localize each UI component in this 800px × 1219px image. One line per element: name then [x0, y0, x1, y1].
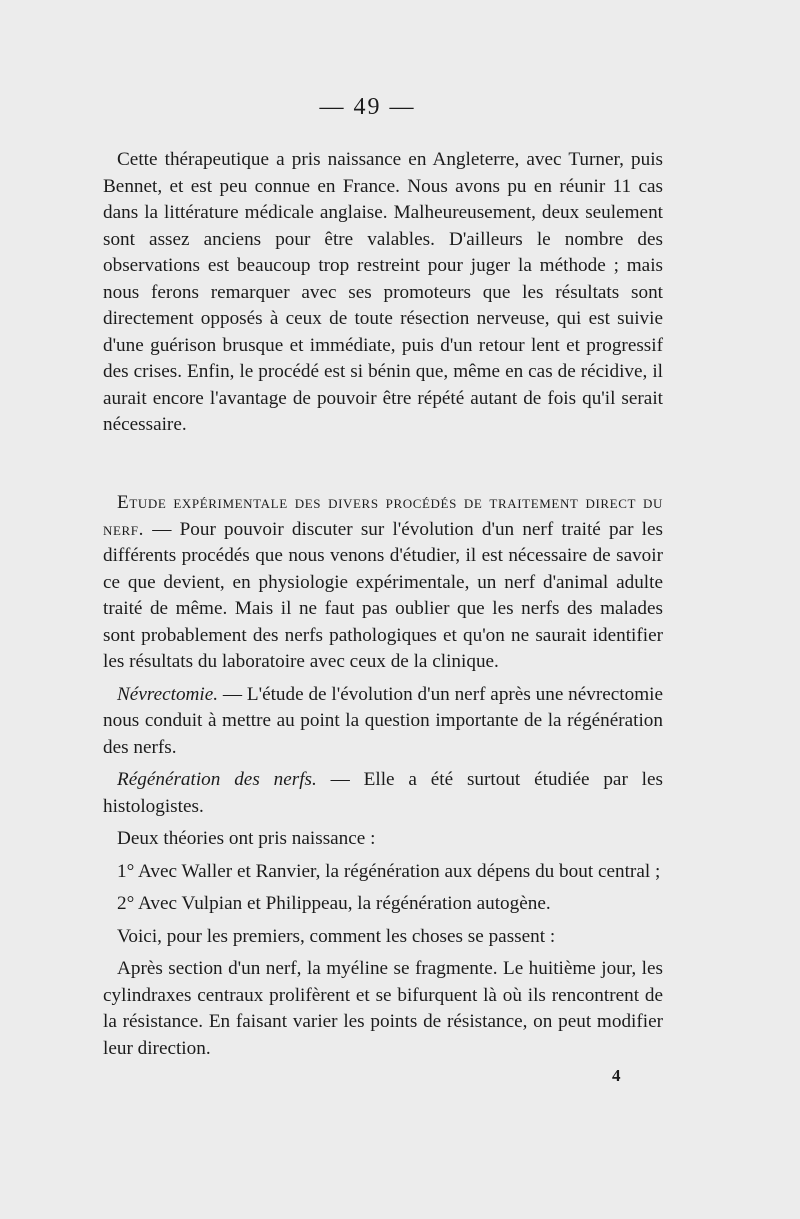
section-heading: Etude expérimentale des divers procédés de traitement direct du nerf.: [103, 492, 663, 540]
text-block-2: [103, 490, 663, 1062]
regeneration-text: — Elle a été surtout étudiée par les histologistes.: [103, 769, 663, 817]
paragraph-premiers: Voici, pour les premiers, comment les choses se passent :: [117, 925, 556, 947]
signature-mark: 4: [612, 1066, 621, 1085]
text-block-1: [103, 147, 663, 439]
nevrectomie-text: — L'étude de l'évolution d'un nerf après une névrectomie nous conduit à mettre au point la question importante de la régénération des nerfs.: [103, 683, 663, 758]
paragraph-theories-intro: Deux théories ont pris naissance :: [117, 828, 376, 849]
paragraph-theory-2: 2° Avec Vulpian et Philippeau, la régénération autogène.: [117, 893, 551, 914]
paragraph-theory-1: 1° Avec Waller et Ranvier, la régénération aux dépens du bout central ;: [117, 860, 661, 882]
page-number: — 49 —: [319, 94, 416, 120]
section-text: — Pour pouvoir discuter sur l'évolution d'un nerf traité par les différents procédés que nous venons d'étudier, il est nécessaire de savoir ce que devient, en physiologie expérimentale, un nerf d'animal adulte traité de même. Mais il ne faut pas oublier que les nerfs des malades sont probablement des nerfs pathologiques et qu'on ne saurait identifier les résultats du laboratoire avec ceux de la clinique.: [103, 518, 663, 672]
paragraph-final: Après section d'un nerf, la myéline se fragmente. Le huitième jour, les cylindraxes centraux prolifèrent et se bifurquent là où ils rencontrent de la résistance. En faisant varier les points de résistance, on peut modifier leur direction.: [103, 958, 663, 1059]
paragraph-therapeutique: Cette thérapeutique a pris naissance en Angleterre, avec Turner, puis Bennet, et est peu connue en France. Nous avons pu en réunir 11 cas dans la littérature médicale anglaise. Malheureusement, deux seulement sont assez anciens pour être valables. D'ailleurs le nombre des observations est beaucoup trop restreint pour juger la méthode ; mais nous ferons remarquer avec ses promoteurs que les résultats sont directement opposés à ceux de toute résection nerveuse, qui est suivie d'une guérison brusque et immédiate, puis d'un retour lent et progressif des crises. Enfin, le procédé est si bénin que, même en cas de récidive, il aurait encore l'avantage de pouvoir être répété autant de fois qu'il serait nécessaire.: [103, 149, 663, 435]
paragraph-etude: [103, 490, 663, 676]
regeneration-title: Régénération des nerfs.: [117, 769, 317, 790]
paragraph-nevrectomie: [103, 682, 663, 762]
paragraph-regeneration: [103, 767, 663, 820]
nevrectomie-title: Névrectomie.: [117, 683, 219, 705]
